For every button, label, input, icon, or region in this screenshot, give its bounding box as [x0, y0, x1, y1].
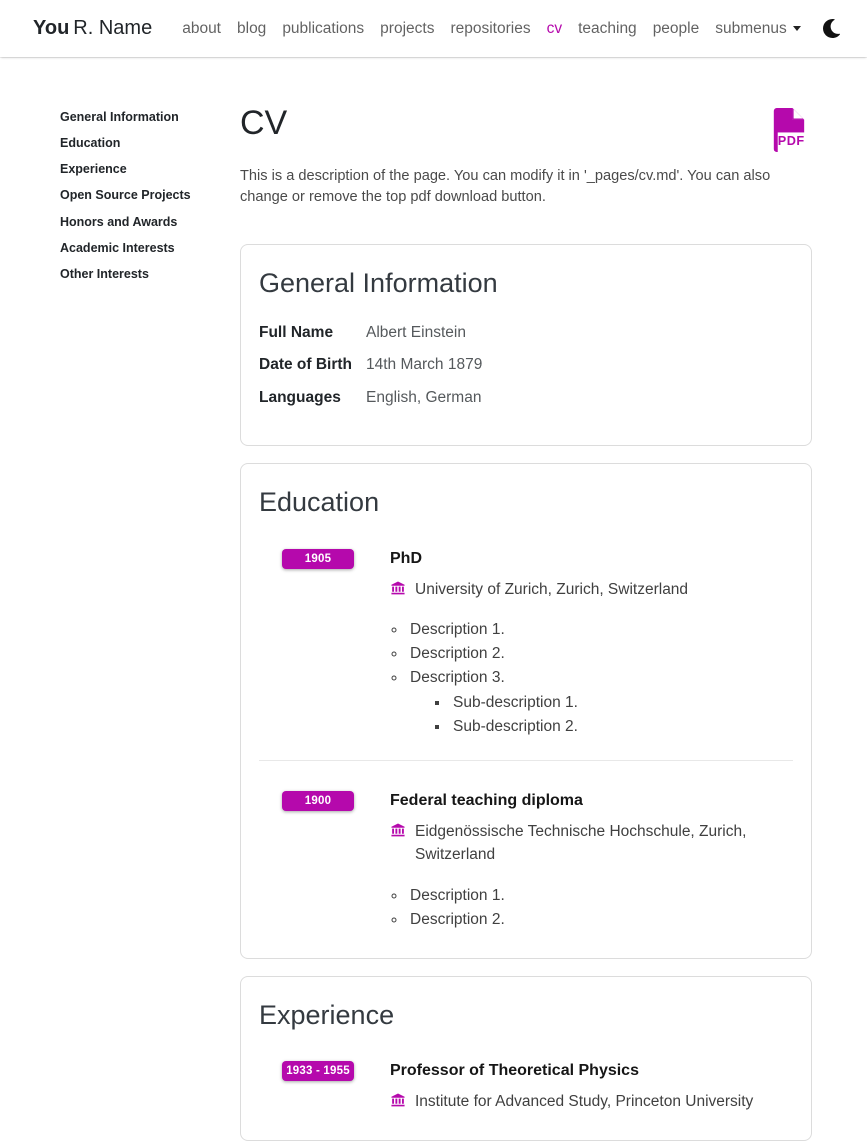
nav-item: [372, 14, 442, 44]
info-row: [259, 387, 793, 409]
entry-year-column: [259, 1061, 390, 1113]
page-header: [240, 104, 812, 153]
nav-item: [707, 14, 809, 44]
moon-icon: [822, 19, 841, 38]
nav-link-repositories[interactable]: repositories: [450, 19, 531, 37]
info-value: English, German: [366, 388, 482, 406]
info-label: Languages: [259, 388, 341, 406]
brand-link[interactable]: [33, 17, 152, 40]
sub-description-list: [410, 691, 793, 739]
entry-institution: [390, 820, 793, 867]
section-general-information: [240, 244, 812, 446]
section-education: [240, 463, 812, 959]
nav-link-people[interactable]: people: [652, 19, 700, 37]
info-label: Date of Birth: [259, 356, 352, 374]
nav-link-submenus[interactable]: submenus: [707, 14, 809, 44]
pdf-download-button[interactable]: [765, 106, 812, 153]
year-badge: 1933 - 1955: [282, 1061, 354, 1081]
entry-content: [390, 791, 793, 932]
section-experience: [240, 976, 812, 1141]
description-list: [390, 884, 793, 932]
nav-link-blog[interactable]: blog: [237, 19, 267, 37]
nav-link-projects[interactable]: projects: [380, 19, 435, 37]
toc-item-general-information[interactable]: General Information: [60, 110, 179, 124]
description-item: ◦ Description 2.: [407, 642, 793, 665]
entry-title: PhD: [390, 549, 422, 567]
main-content: [240, 57, 812, 1141]
nav-link-teaching[interactable]: teaching: [578, 19, 637, 37]
info-row: [259, 322, 793, 344]
toc-item-education[interactable]: Education: [60, 136, 121, 151]
timeline-entry: [259, 549, 793, 740]
nav-item: [274, 14, 372, 44]
entry-content: [390, 549, 793, 740]
section-title: General Information: [259, 268, 498, 299]
sub-description-item: ▪ Sub-description 1.: [450, 691, 793, 714]
info-label: Full Name: [259, 323, 334, 341]
institution-text: University of Zurich, Zurich, Switzerland: [415, 580, 689, 598]
description-list: [390, 618, 793, 738]
info-value: Albert Einstein: [366, 323, 466, 341]
toc-item-other-interests[interactable]: Other Interests: [60, 266, 149, 281]
year-badge: 1905: [282, 549, 354, 569]
entry-title: Professor of Theoretical Physics: [390, 1062, 639, 1080]
pdf-icon-label: PDF: [777, 133, 805, 149]
year-badge: 1900: [282, 791, 354, 811]
caret-down-icon: [793, 26, 801, 31]
entry-institution: [390, 1090, 793, 1113]
nav-item: [645, 14, 708, 44]
brand-last-name: R. Name: [73, 17, 153, 39]
nav-item: [229, 14, 274, 44]
file-pdf-icon: [765, 106, 812, 153]
page-title: CV: [240, 104, 288, 142]
toc-item-honors-and-awards[interactable]: Honors and Awards: [60, 214, 178, 229]
university-icon: [390, 1093, 406, 1113]
nav-link-publications[interactable]: publications: [282, 19, 365, 37]
university-icon: [390, 823, 406, 867]
entry-content: [390, 1061, 793, 1113]
theme-toggle-button[interactable]: [818, 15, 845, 42]
table-of-contents: [60, 111, 235, 294]
description-item: ◦ Description 1.: [407, 618, 793, 641]
nav-list: [174, 14, 809, 44]
timeline-entry: [259, 791, 793, 932]
general-info-table: [259, 322, 793, 409]
toc-item-open-source-projects[interactable]: Open Source Projects: [60, 188, 191, 203]
nav-item: [570, 14, 645, 44]
brand-first-name: You: [33, 17, 70, 39]
section-title: Education: [259, 487, 380, 518]
info-row: [259, 354, 793, 376]
institution-text: Institute for Advanced Study, Princeton University: [415, 1093, 754, 1111]
institution-text: Eidgenössische Technische Hochschule, Zurich, Switzerland: [415, 823, 747, 864]
nav-item: [174, 14, 229, 44]
entry-divider: [259, 760, 793, 761]
entry-institution: [390, 578, 793, 601]
sub-description-item: ▪ Sub-description 2.: [450, 715, 793, 738]
nav-item: [442, 14, 538, 44]
nav-link-cv[interactable]: cv: [546, 19, 563, 37]
entry-year-column: [259, 791, 390, 932]
timeline-entry: [259, 1061, 793, 1113]
toc-item-academic-interests[interactable]: Academic Interests: [60, 240, 175, 255]
nav-item: [539, 14, 571, 44]
section-title: Experience: [259, 1000, 395, 1030]
top-navbar: [0, 0, 867, 57]
university-icon: [390, 581, 406, 601]
description-item: ◦ Description 2.: [407, 908, 793, 931]
nav-link-about[interactable]: about: [182, 19, 221, 37]
entry-year-column: [259, 549, 390, 740]
description-item: ◦ Description 3. ▪ Sub-description 1. ▪ Sub-description 2.: [407, 666, 793, 738]
description-item: ◦ Description 1.: [407, 884, 793, 907]
entry-title: Federal teaching diploma: [390, 792, 583, 809]
toc-item-experience[interactable]: Experience: [60, 162, 127, 177]
page-description: This is a description of the page. You can modify it in '_pages/cv.md'. You can also change or remove the top pdf download button.: [240, 168, 771, 206]
info-value: 14th March 1879: [366, 356, 483, 374]
